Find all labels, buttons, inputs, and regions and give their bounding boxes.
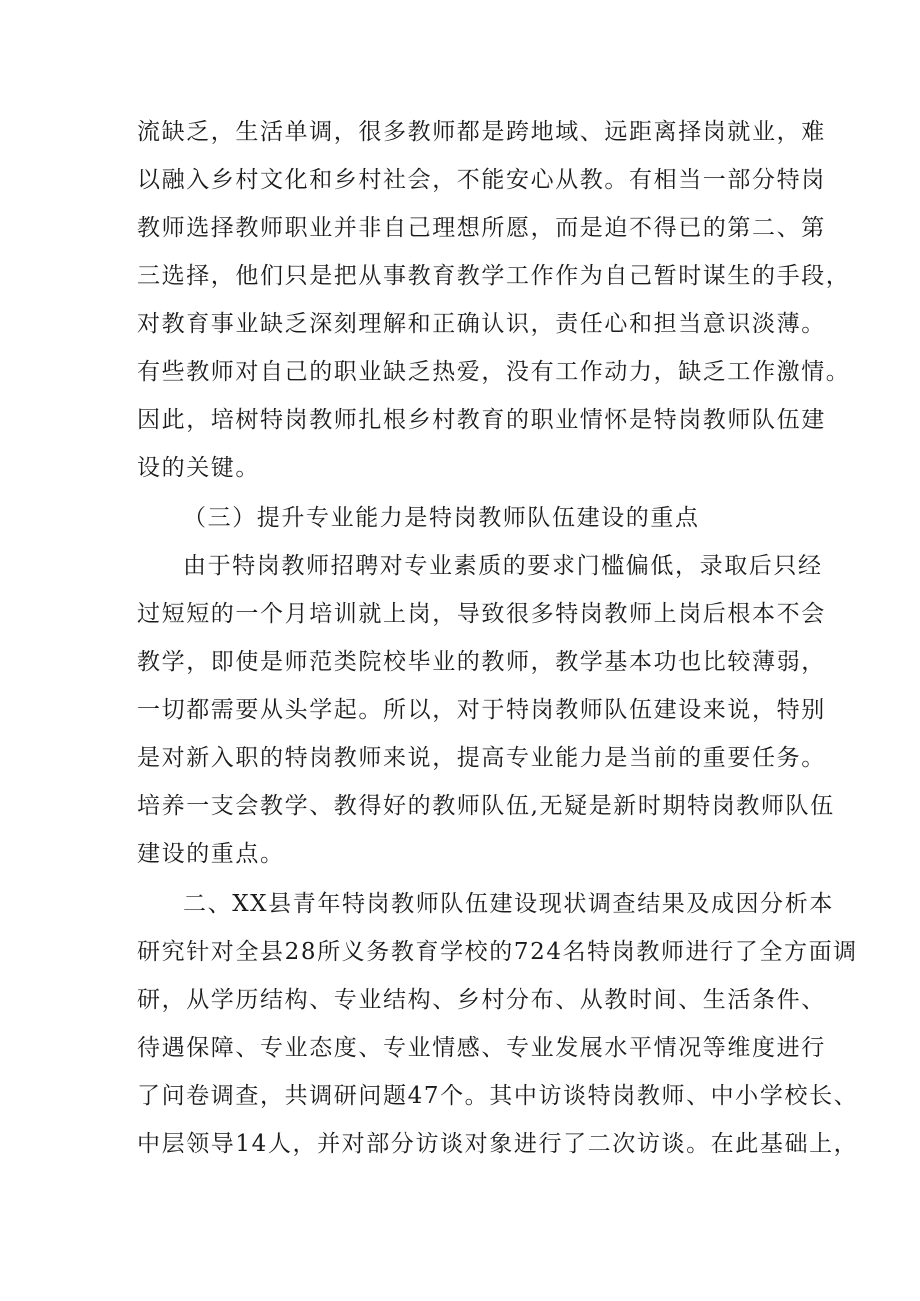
section-heading-line: 二、XX县青年特岗教师队伍建设现状调查结果及成因分析本 (183, 891, 834, 917)
paragraph-line: 中层领导14人，并对部分访谈对象进行了二次访谈。在此基础上， (137, 1131, 859, 1157)
paragraph-line: 待遇保障、专业态度、专业情感、专业发展水平情况等维度进行 (137, 1035, 826, 1061)
paragraph-line: 研究针对全县28所义务教育学校的724名特岗教师进行了全方面调 (137, 939, 858, 965)
paragraph-line: 教师选择教师职业并非自己理想所愿，而是迫不得已的第二、第 (137, 215, 826, 241)
paragraph-line: 是对新入职的特岗教师来说，提高专业能力是当前的重要任务。 (137, 745, 826, 771)
paragraph-line: 培养一支会教学、教得好的教师队伍,无疑是新时期特岗教师队伍 (137, 793, 835, 819)
paragraph-line: 以融入乡村文化和乡村社会，不能安心从教。有相当一部分特岗 (137, 167, 826, 193)
paragraph-line: 过短短的一个月培训就上岗，导致很多特岗教师上岗后根本不会 (137, 601, 826, 627)
paragraph-line: 设的关键。 (137, 455, 260, 481)
paragraph-line: 教学，即使是师范类院校毕业的教师，教学基本功也比较薄弱， (137, 649, 826, 675)
paragraph-line: 建设的重点。 (137, 841, 285, 867)
paragraph-line: 因此，培树特岗教师扎根乡村教育的职业情怀是特岗教师队伍建 (137, 407, 826, 433)
paragraph-line: 三选择，他们只是把从事教育教学工作作为自己暂时谋生的手段， (137, 263, 851, 289)
paragraph-line: 对教育事业缺乏深刻理解和正确认识，责任心和担当意识淡薄。 (137, 311, 826, 337)
paragraph-line: 有些教师对自己的职业缺乏热爱，没有工作动力，缺乏工作激情。 (137, 359, 851, 385)
paragraph-line: 研，从学历结构、专业结构、乡村分布、从教时间、生活条件、 (137, 987, 826, 1013)
section-heading: （三）提升专业能力是特岗教师队伍建设的重点 (183, 505, 700, 531)
paragraph-line: 流缺乏，生活单调，很多教师都是跨地域、远距离择岗就业，难 (137, 119, 826, 145)
paragraph-line: 由于特岗教师招聘对专业素质的要求门槛偏低，录取后只经 (183, 553, 823, 579)
paragraph-line: 一切都需要从头学起。所以，对于特岗教师队伍建设来说，特别 (137, 697, 826, 723)
paragraph-line: 了问卷调查，共调研问题47个。其中访谈特岗教师、中小学校长、 (137, 1083, 859, 1109)
